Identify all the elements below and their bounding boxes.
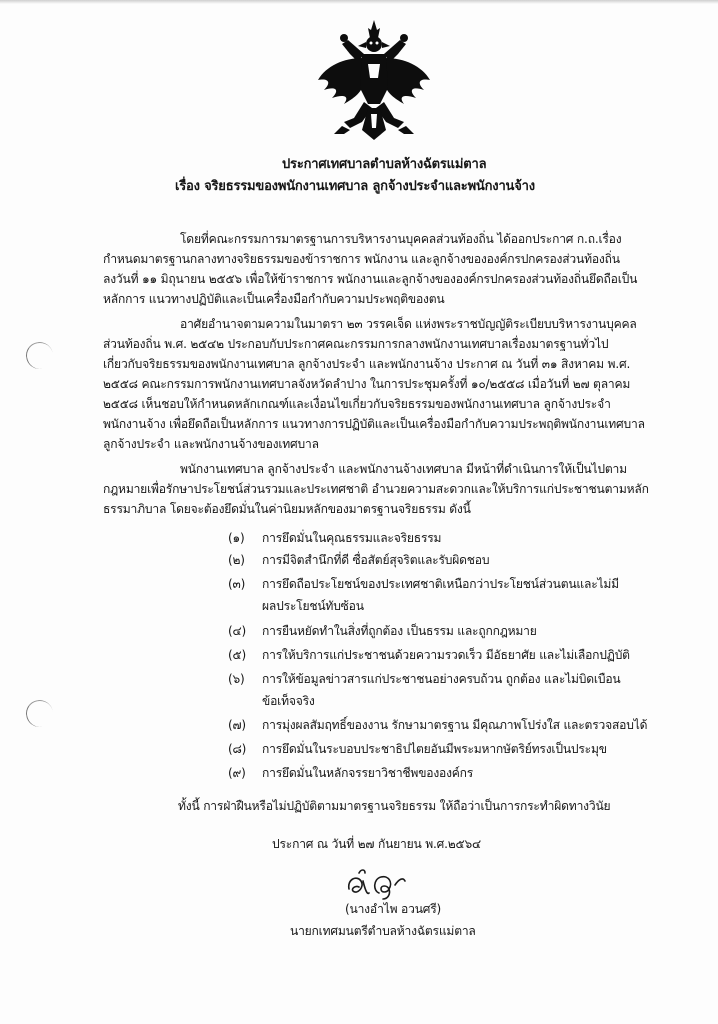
item-number: (๑): [228, 531, 245, 545]
item-text: การยึดมั่นในหลักจรรยาวิชาชีพขององค์กร: [262, 766, 474, 780]
item-text: การมีจิตสำนึกที่ดี ซื่อสัตย์สุจริตและรับผิดชอบ: [262, 553, 490, 567]
paragraph-line: พนักงานจ้าง เพื่อยึดถือเป็นหลักการ แนวทางการปฏิบัติและเป็นเครื่องมือกำกับความประพฤติพนักงานเทศบาล: [103, 417, 645, 431]
item-number: (๙): [228, 766, 246, 780]
paragraph-line: ลงวันที่ ๑๑ มิถุนายน ๒๕๕๖ เพื่อให้ข้าราชการ พนักงานและลูกจ้างขององค์กรปกครองส่วนท้องถิ่นยึดถือเป็น: [103, 272, 638, 286]
item-number: (๗): [228, 718, 246, 732]
item-text: การให้ข้อมูลข่าวสารแก่ประชาชนอย่างครบถ้วน ถูกต้อง และไม่บิดเบือน: [262, 672, 621, 686]
item-text: การยืนหยัดทำในสิ่งที่ถูกต้อง เป็นธรรม และถูกกฎหมาย: [262, 624, 537, 638]
item-number: (๓): [228, 577, 246, 591]
paragraph-line: พนักงานเทศบาล ลูกจ้างประจำ และพนักงานจ้างเทศบาล มีหน้าที่ดำเนินการให้เป็นไปตาม: [180, 462, 627, 476]
punch-hole: [24, 698, 55, 729]
announce-date: ประกาศ ณ วันที่ ๒๗ กันยายน พ.ศ.๒๕๖๔: [272, 837, 481, 851]
signer-title: นายกเทศมนตรีตำบลห้างฉัตรแม่ตาล: [290, 924, 476, 938]
item-number: (๖): [228, 672, 245, 686]
item-number: (๕): [228, 648, 246, 662]
paragraph-line: กำหนดมาตรฐานกลางทางจริยธรรมของข้าราชการ พนักงาน และลูกจ้างขององค์กรปกครองส่วนท้องถิ่น: [103, 252, 620, 266]
item-text: การมุ่งผลสัมฤทธิ์ของงาน รักษามาตรฐาน มีคุณภาพโปร่งใส และตรวจสอบได้: [262, 718, 648, 732]
item-text: การให้บริการแก่ประชาชนด้วยความรวดเร็ว มีอัธยาศัย และไม่เลือกปฏิบัติ: [262, 648, 630, 662]
item-text: การยึดถือประโยชน์ของประเทศชาติเหนือกว่าประโยชน์ส่วนตนและไม่มี: [262, 577, 619, 591]
paragraph-line: เกี่ยวกับจริยธรรมของพนักงานเทศบาล ลูกจ้างประจำ และพนักงานจ้าง ประกาศ ณ วันที่ ๓๑ สิงหาคม พ.ศ.: [103, 357, 631, 371]
paragraph-line: ธรรมาภิบาล โดยจะต้องยึดมั่นในค่านิยมหลักของมาตรฐานจริยธรรม ดังนี้: [103, 502, 471, 516]
item-number: (๔): [228, 624, 246, 638]
punch-hole: [24, 340, 55, 371]
document-title: ประกาศเทศบาลตำบลห้างฉัตรแม่ตาล: [282, 157, 487, 172]
item-number: (๒): [228, 553, 245, 567]
item-text: ผลประโยชน์ทับซ้อน: [262, 599, 364, 613]
paragraph-line: ๒๕๕๘ คณะกรรมการพนักงานเทศบาลจังหวัดลำปาง ในการประชุมครั้งที่ ๑๐/๒๕๕๘ เมื่อวันที่ ๒๗ ตุลาคม: [103, 377, 631, 391]
item-text: การยึดมั่นในคุณธรรมและจริยธรรม: [262, 531, 442, 545]
item-text: การยึดมั่นในระบอบประชาธิปไตยอันมีพระมหากษัตริย์ทรงเป็นประมุข: [262, 742, 607, 756]
garuda-emblem-icon: [314, 18, 434, 142]
scan-edge: [0, 0, 718, 4]
item-number: (๘): [228, 742, 247, 756]
paragraph-line: หลักการ แนวทางปฏิบัติและเป็นเครื่องมือกำกับความประพฤติของตน: [103, 292, 445, 306]
signer-name: (นางอำไพ อวนศรี): [345, 902, 442, 916]
paragraph-line: โดยที่คณะกรรมการมาตรฐานการบริหารงานบุคคลส่วนท้องถิ่น ได้ออกประกาศ ก.ถ.เรื่อง: [180, 232, 622, 246]
handwritten-signature: [345, 867, 413, 901]
closing-statement: ทั้งนี้ การฝ่าฝืนหรือไม่ปฏิบัติตามมาตรฐานจริยธรรม ให้ถือว่าเป็นการกระทำผิดทางวินัย: [178, 799, 611, 813]
paragraph-line: ลูกจ้างประจำ และพนักงานจ้างของเทศบาล: [103, 437, 319, 451]
paragraph-line: อาศัยอำนาจตามความในมาตรา ๒๓ วรรคเจ็ด แห่งพระราชบัญญัติระเบียบบริหารงานบุคคล: [180, 317, 637, 331]
paragraph-line: ๒๕๕๘ เห็นชอบให้กำหนดหลักเกณฑ์และเงื่อนไขเกี่ยวกับจริยธรรมของพนักงานเทศบาล ลูกจ้างประจำ: [103, 397, 611, 411]
paragraph-line: ส่วนท้องถิ่น พ.ศ. ๒๕๔๒ ประกอบกับประกาศคณะกรรมการกลางพนักงานเทศบาลเรื่องมาตรฐานทั่วไป: [103, 337, 609, 351]
document-subject: เรื่อง จริยธรรมของพนักงานเทศบาล ลูกจ้างประจำและพนักงานจ้าง: [175, 179, 535, 194]
paragraph-line: กฎหมายเพื่อรักษาประโยชน์ส่วนรวมและประเทศชาติ อำนวยความสะดวกและให้บริการแก่ประชาชนตามหลัก: [103, 482, 649, 496]
item-text: ข้อเท็จจริง: [262, 694, 315, 708]
